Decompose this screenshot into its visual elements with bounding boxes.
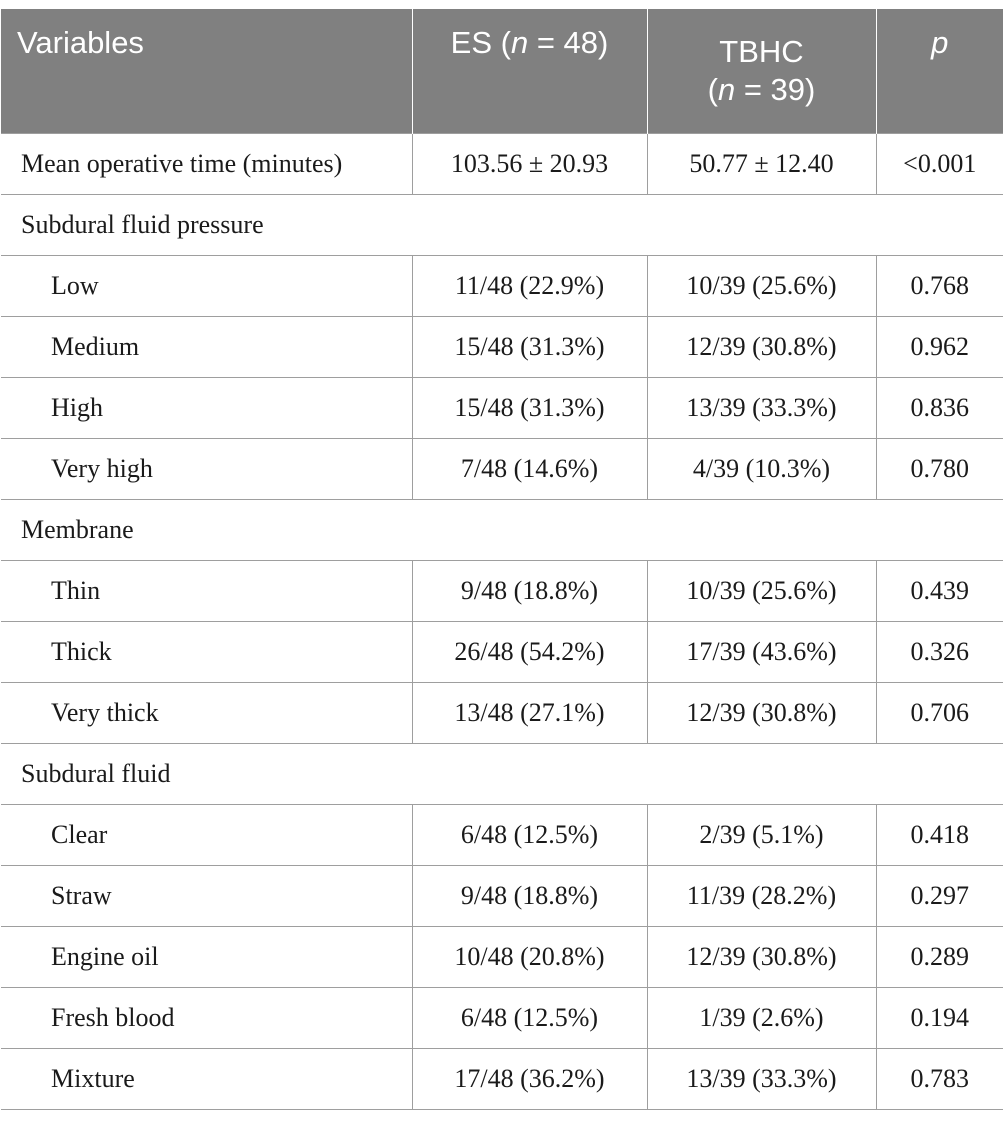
variable-cell: Low (1, 256, 412, 317)
table-row (1, 256, 1003, 317)
header-tbhc-label: TBHC (719, 34, 804, 69)
es-value-cell: 103.56 ± 20.93 (412, 134, 647, 195)
tbhc-value-cell: 12/39 (30.8%) (647, 927, 876, 988)
table-row (1, 317, 1003, 378)
tbhc-value-cell: 13/39 (33.3%) (647, 1049, 876, 1110)
header-tbhc (647, 9, 876, 134)
es-value-cell: 9/48 (18.8%) (412, 561, 647, 622)
es-value-cell: 9/48 (18.8%) (412, 866, 647, 927)
table-row (1, 622, 1003, 683)
variable-cell: Straw (1, 866, 412, 927)
table-row (1, 378, 1003, 439)
es-value-cell: 11/48 (22.9%) (412, 256, 647, 317)
table-row (1, 927, 1003, 988)
variable-cell: Mixture (1, 1049, 412, 1110)
header-variables-label: Variables (17, 25, 144, 60)
table-row (1, 134, 1003, 195)
table-row (1, 439, 1003, 500)
section-row (1, 744, 1003, 805)
es-value-cell: 17/48 (36.2%) (412, 1049, 647, 1110)
p-value-cell: 0.962 (876, 317, 1003, 378)
variable-cell: Very thick (1, 683, 412, 744)
tbhc-value-cell: 13/39 (33.3%) (647, 378, 876, 439)
variable-cell: Engine oil (1, 927, 412, 988)
tbhc-value-cell: 2/39 (5.1%) (647, 805, 876, 866)
table-body (1, 134, 1003, 1110)
table-row (1, 561, 1003, 622)
table-row (1, 1049, 1003, 1110)
p-value-cell: 0.297 (876, 866, 1003, 927)
section-label: Membrane (1, 500, 1003, 561)
variable-cell: Thin (1, 561, 412, 622)
header-tbhc-n: n (717, 72, 736, 107)
header-es-prefix: ES ( (450, 25, 511, 60)
tbhc-value-cell: 17/39 (43.6%) (647, 622, 876, 683)
es-value-cell: 15/48 (31.3%) (412, 317, 647, 378)
header-tbhc-suffix: = 39) (735, 72, 816, 107)
tbhc-value-cell: 4/39 (10.3%) (647, 439, 876, 500)
p-value-cell: 0.706 (876, 683, 1003, 744)
p-value-cell: 0.194 (876, 988, 1003, 1049)
variable-cell: High (1, 378, 412, 439)
section-label: Subdural fluid (1, 744, 1003, 805)
section-row (1, 500, 1003, 561)
tbhc-value-cell: 12/39 (30.8%) (647, 317, 876, 378)
table-row (1, 866, 1003, 927)
header-variables (1, 9, 412, 134)
variable-cell: Fresh blood (1, 988, 412, 1049)
tbhc-value-cell: 11/39 (28.2%) (647, 866, 876, 927)
p-value-cell: 0.439 (876, 561, 1003, 622)
p-value-cell: <0.001 (876, 134, 1003, 195)
p-value-cell: 0.326 (876, 622, 1003, 683)
p-value-cell: 0.780 (876, 439, 1003, 500)
header-p-label: p (931, 25, 949, 60)
es-value-cell: 15/48 (31.3%) (412, 378, 647, 439)
variable-cell: Very high (1, 439, 412, 500)
es-value-cell: 6/48 (12.5%) (412, 988, 647, 1049)
es-value-cell: 7/48 (14.6%) (412, 439, 647, 500)
variable-cell: Mean operative time (minutes) (1, 134, 412, 195)
variable-cell: Medium (1, 317, 412, 378)
p-value-cell: 0.289 (876, 927, 1003, 988)
header-es-suffix: = 48) (528, 25, 609, 60)
es-value-cell: 13/48 (27.1%) (412, 683, 647, 744)
es-value-cell: 26/48 (54.2%) (412, 622, 647, 683)
section-row (1, 195, 1003, 256)
section-label: Subdural fluid pressure (1, 195, 1003, 256)
tbhc-value-cell: 10/39 (25.6%) (647, 256, 876, 317)
header-row (1, 9, 1003, 134)
variable-cell: Clear (1, 805, 412, 866)
header-es (412, 9, 647, 134)
tbhc-value-cell: 50.77 ± 12.40 (647, 134, 876, 195)
header-tbhc-prefix: ( (707, 72, 718, 107)
header-p (876, 9, 1003, 134)
tbhc-value-cell: 10/39 (25.6%) (647, 561, 876, 622)
table-row (1, 683, 1003, 744)
p-value-cell: 0.783 (876, 1049, 1003, 1110)
table-header (1, 9, 1003, 134)
tbhc-value-cell: 12/39 (30.8%) (647, 683, 876, 744)
p-value-cell: 0.836 (876, 378, 1003, 439)
es-value-cell: 6/48 (12.5%) (412, 805, 647, 866)
header-es-n: n (510, 25, 529, 60)
table-row (1, 805, 1003, 866)
p-value-cell: 0.418 (876, 805, 1003, 866)
tbhc-value-cell: 1/39 (2.6%) (647, 988, 876, 1049)
variable-cell: Thick (1, 622, 412, 683)
comparison-table (1, 9, 1003, 1110)
es-value-cell: 10/48 (20.8%) (412, 927, 647, 988)
p-value-cell: 0.768 (876, 256, 1003, 317)
table-row (1, 988, 1003, 1049)
